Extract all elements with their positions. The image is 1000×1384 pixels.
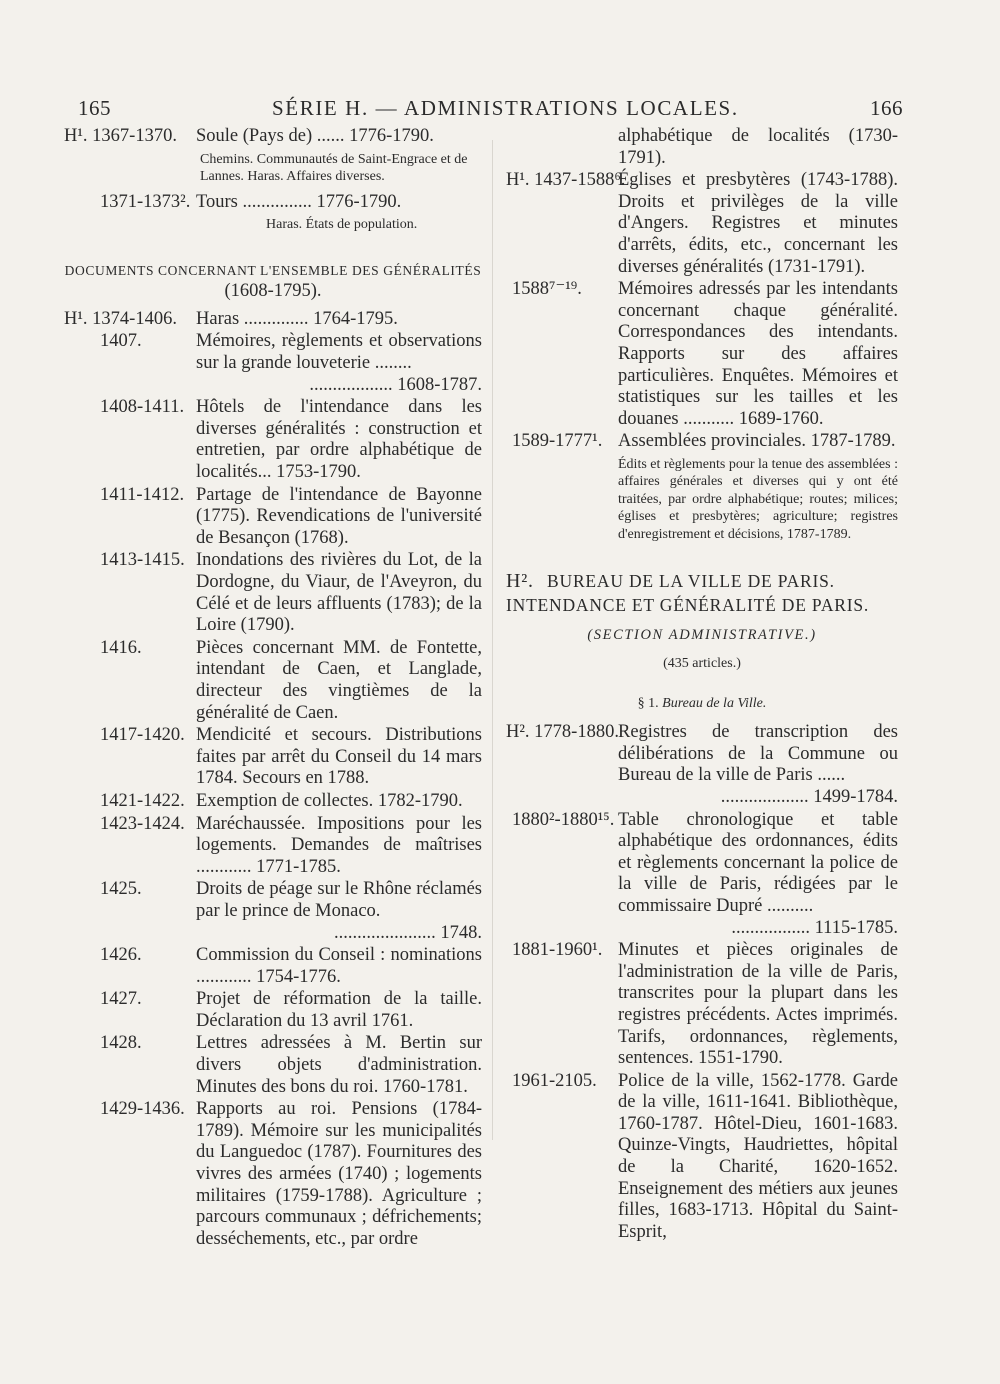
entry	[64, 126, 482, 148]
entry-text: Maréchaussée. Impositions pour les logements. Demandes de maîtrises ............ 1771-1785.	[196, 813, 482, 877]
entry	[64, 879, 482, 944]
entry-text: Lettres adressées à M. Bertin sur divers objets d'administration. Minutes des bons du roi. 1760-1781.	[196, 1033, 482, 1097]
entry-code: 1588⁷⁻¹⁹.	[512, 279, 582, 300]
paragraph-title: Bureau de la Ville.	[662, 695, 767, 711]
entry-text	[196, 879, 482, 944]
entry-code: 1413-1415.	[100, 550, 185, 571]
running-title: SÉRIE H. — ADMINISTRATIONS LOCALES.	[272, 96, 739, 120]
series-title: BUREAU DE LA VILLE DE PARIS. INTENDANCE ET GÉNÉRALITÉ DE PARIS.	[506, 571, 870, 616]
page-number-left: 165	[78, 96, 111, 120]
section-dates: (1608-1795).	[224, 281, 322, 302]
entry-code: 1425.	[100, 879, 142, 900]
entry	[506, 940, 898, 1070]
entry-text: Inondations des rivières du Lot, de la Dordogne, du Viaur, de l'Aveyron, du Célé et de leurs affluents (1783); de la Loire (1790).	[196, 550, 482, 636]
entry	[64, 397, 482, 483]
entry-text	[618, 722, 898, 808]
entry	[506, 279, 898, 430]
entry-code: 1428.	[100, 1033, 142, 1054]
entry	[506, 722, 898, 808]
entry-code: 1881-1960¹.	[512, 940, 603, 961]
entry-text: Soule (Pays de) ...... 1776-1790.	[196, 126, 434, 146]
entry-text: Minutes et pièces originales de l'administration de la ville de Paris, transcrites pour la plupart dans les registres précédents. Actes imprimés. Tarifs, ordonnances, règlements, sentences. 1551-1790.	[618, 940, 898, 1069]
entry-code: 1880²-1880¹⁵.	[512, 809, 615, 830]
entry-text: Pièces concernant MM. de Fontette, intendant de Caen, et Langlade, directeur des vingtièmes de la généralité de Caen.	[196, 637, 482, 723]
entry-code: 1429-1436.	[100, 1099, 185, 1120]
section-heading: DOCUMENTS CONCERNANT L'ENSEMBLE DES GÉNÉRALITÉS	[64, 262, 482, 278]
entry-text: Projet de réformation de la taille. Déclaration du 13 avril 1761.	[196, 989, 482, 1031]
paragraph-number: § 1.	[637, 695, 659, 711]
entry	[64, 1099, 482, 1250]
entry-code: 1421-1422.	[100, 790, 185, 811]
entry-text: Police de la ville, 1562-1778. Garde de la ville, 1611-1641. Bibliothèque, 1760-1787. Hôtel-Dieu, 1601-1683. Quinze-Vingts, Haudriettes, hôpital de la Charité, 1620-1652. Enseignement des métiers aux jeunes filles, 1683-1713. Hôpital du Saint-Esprit,	[618, 1070, 898, 1242]
left-column	[64, 126, 482, 1251]
entry	[64, 485, 482, 550]
entry-text: Exemption de collectes. 1782-1790.	[196, 790, 463, 811]
entry-code: 1427.	[100, 989, 142, 1010]
entry-code: H¹. 1374-1406.	[64, 308, 177, 329]
entry-text: Tours ............... 1776-1790.	[196, 191, 402, 212]
entry	[506, 810, 898, 940]
entry	[64, 192, 482, 214]
entry	[64, 331, 482, 396]
entry-code: H². 1778-1880.	[506, 722, 619, 743]
entry-text: Assemblées provinciales. 1787-1789.	[618, 431, 896, 452]
entry-text: alphabétique de localités (1730-1791).	[618, 126, 898, 168]
entry	[64, 791, 482, 813]
paragraph-heading	[506, 693, 898, 715]
entry-text-dates: ...................... 1748.	[334, 922, 482, 943]
entry-text-main: Table chronologique et table alphabétique des ordonnances, édits et règlements concernant la police de la ville de Paris, rédigées par le commissaire Dupré ..........	[618, 809, 898, 916]
entry	[64, 989, 482, 1032]
entry-text: Mémoires adressés par les intendants concernant chaque généralité. Correspondances des intendants. Rapports sur des affaires particulières. Enquêtes. Mémoires et statistiques sur les tailles et les douanes ........... 1689-1760.	[618, 279, 898, 429]
entry-text	[196, 331, 482, 396]
entry	[506, 1071, 898, 1244]
entry	[64, 638, 482, 724]
entry	[64, 945, 482, 988]
entry	[506, 170, 898, 278]
entry-text-main: Droits de péage sur le Rhône réclamés par le prince de Monaco.	[196, 879, 482, 921]
article-count: (435 articles.)	[663, 656, 741, 671]
entry-text: Églises et presbytères (1743-1788). Droits et privilèges de la ville d'Angers. Registres et minutes d'arrêts, édits, etc., concernant les diverses généralités (1731-1791).	[618, 170, 898, 277]
entry-code: 1417-1420.	[100, 725, 185, 746]
entry-code: H¹. 1367-1370.	[64, 126, 177, 146]
entry-text	[618, 810, 898, 940]
page-number-right: 166	[870, 96, 903, 120]
entry	[506, 431, 898, 453]
column-divider	[492, 140, 493, 1140]
entry	[64, 725, 482, 790]
entry-code: 1411-1412.	[100, 484, 185, 505]
entry-text-main: Registres de transcription des délibérations de la Commune ou Bureau de la ville de Paris ......	[618, 722, 898, 786]
entry-code: 1961-2105.	[512, 1070, 597, 1091]
entry	[64, 1033, 482, 1098]
entry-code: 1426.	[100, 945, 142, 966]
entry	[64, 814, 482, 879]
entry-code: 1423-1424.	[100, 813, 185, 834]
entry-text-main: Mémoires, règlements et observations sur la grande louveterie ........	[196, 331, 482, 374]
entry-text-dates: .................. 1608-1787.	[309, 374, 482, 395]
entry-text-dates: ................... 1499-1784.	[720, 786, 898, 807]
section-label: (SECTION ADMINISTRATIVE.)	[587, 627, 817, 644]
entry-text: Haras .............. 1764-1795.	[196, 308, 398, 329]
entry-note: Édits et règlements pour la tenue des assemblées : affaires générales et diverses qui y ont été traitées, par ordre alphabétique; routes; milices; églises et presbytères; agriculture; registres d'enregistrement et décisions, 1787-1789.	[618, 456, 898, 542]
entry-note: Haras. États de population.	[266, 217, 418, 233]
entry-code: 1416.	[100, 637, 142, 658]
entry-text: Rapports au roi. Pensions (1784-1789). Mémoire sur les municipalités du Languedoc (1787). Fournitures des vivres des armées (1740) ; logements militaires (1759-1788). Agriculture ; parcours communaux ; défrichements; desséchements, etc., par ordre	[196, 1099, 482, 1249]
entry-text: Mendicité et secours. Distributions faites par arrêt du Conseil du 14 mars 1784. Secours en 1788.	[196, 725, 482, 789]
entry-code: 1371-1373².	[100, 191, 191, 212]
entry-text: Partage de l'intendance de Bayonne (1775). Revendications de l'université de Besançon (1768).	[196, 484, 482, 548]
entry-code: H¹. 1437-1588⁶.	[506, 170, 626, 191]
series-mark: H².	[506, 570, 534, 593]
entry-code: 1408-1411.	[100, 397, 185, 418]
entry-code: 1407.	[100, 331, 142, 352]
entry-continuation	[506, 126, 898, 169]
entry-text: Hôtels de l'intendance dans les diverses généralités : construction et entretien, par ordre alphabétique de localités... 1753-1790.	[196, 397, 482, 483]
entry-text: Commission du Conseil : nominations ............ 1754-1776.	[196, 945, 482, 987]
entry	[64, 309, 482, 331]
entry-text-dates: ................. 1115-1785.	[731, 917, 898, 938]
entry-code: 1589-1777¹.	[512, 431, 603, 452]
series-heading	[506, 569, 898, 617]
right-column	[506, 126, 898, 1244]
entry	[64, 550, 482, 636]
entry-note: Chemins. Communautés de Saint-Engrace et de Lannes. Haras. Affaires diverses.	[200, 151, 468, 185]
